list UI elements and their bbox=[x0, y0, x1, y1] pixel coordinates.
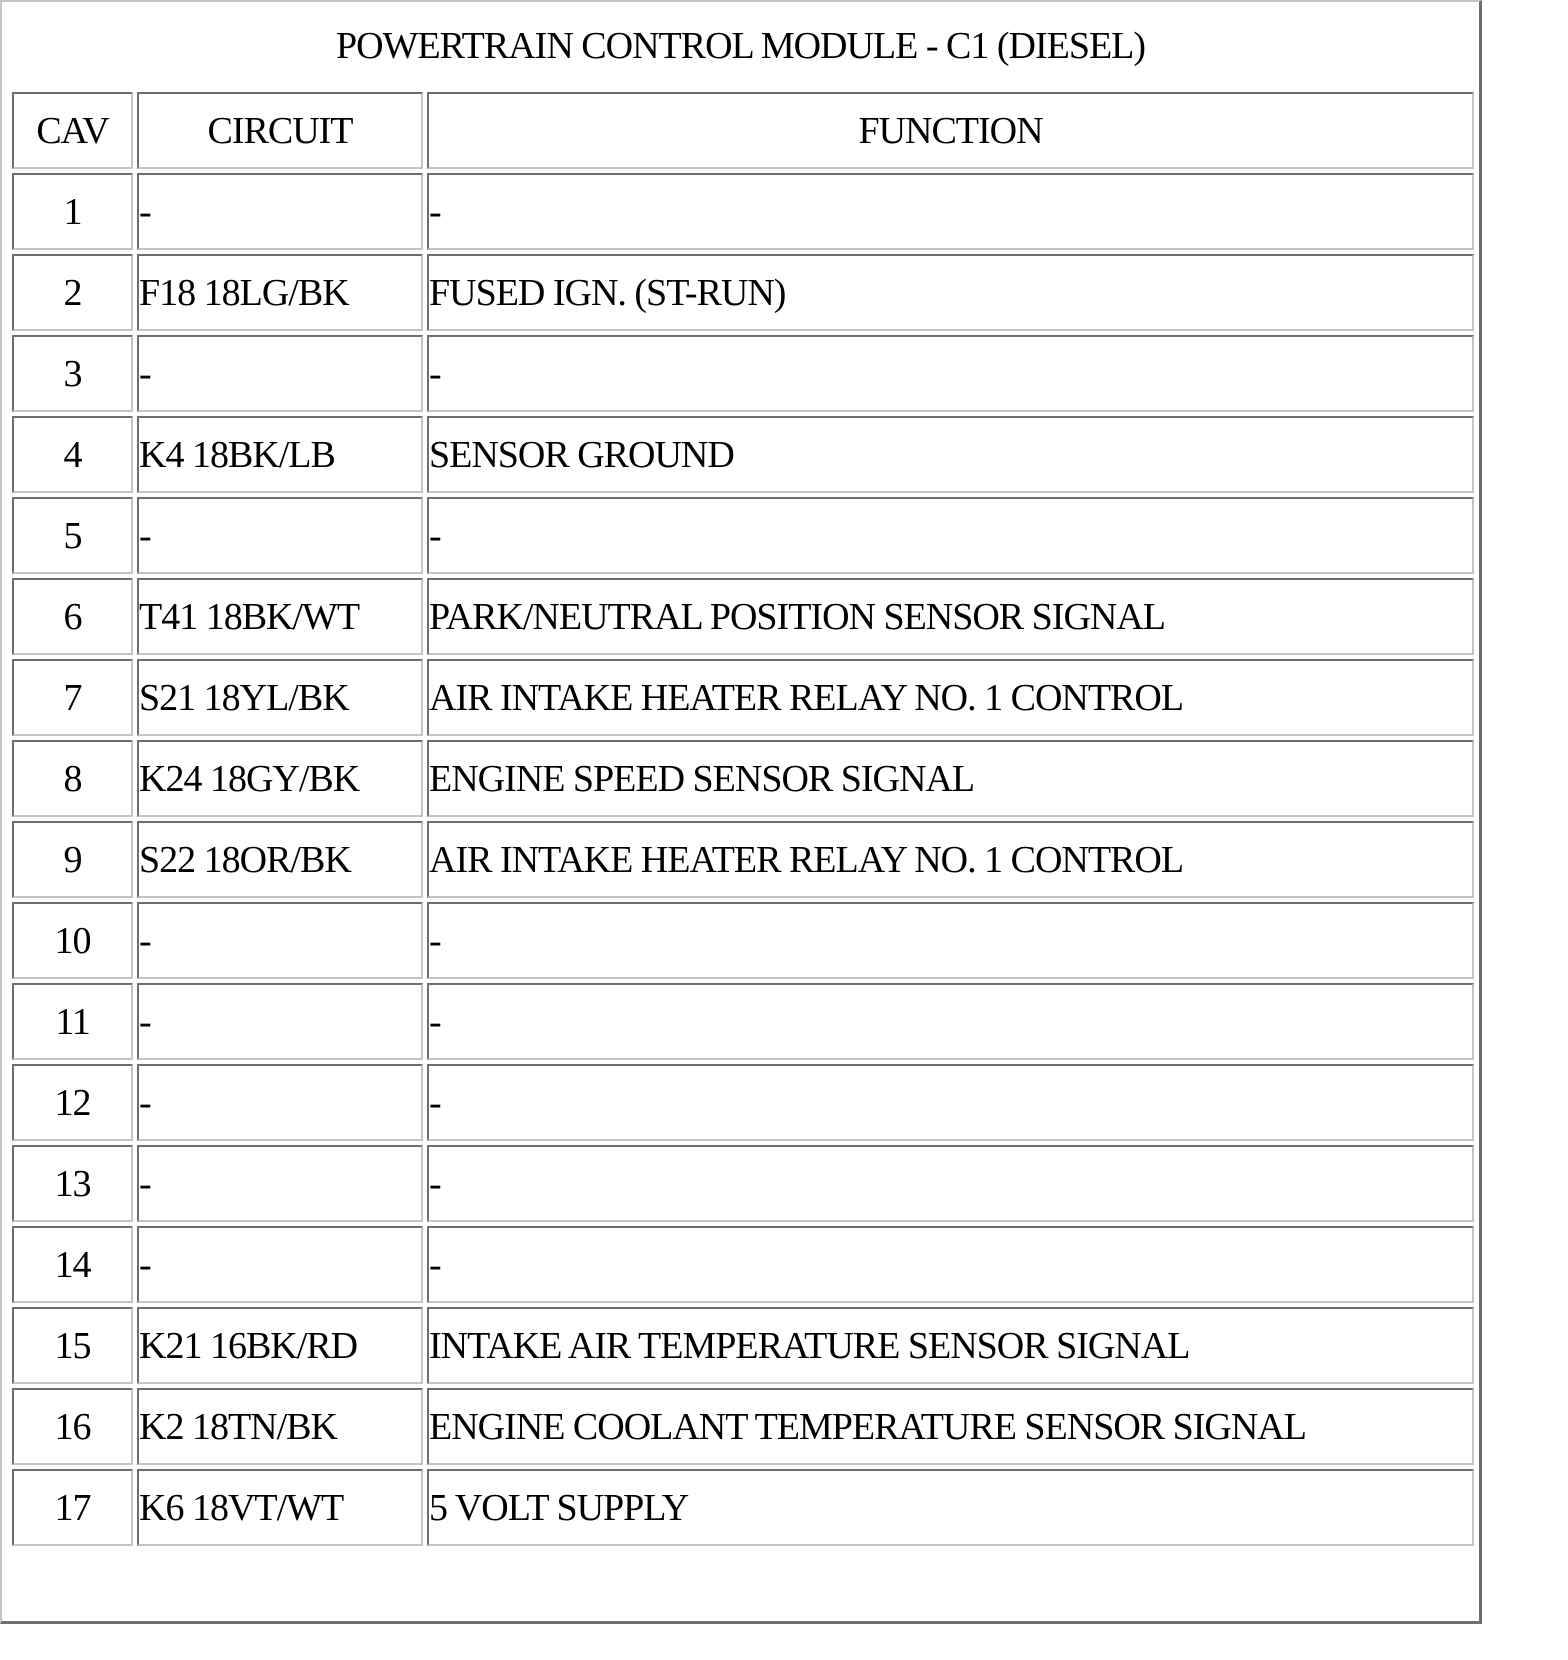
cav-cell: 3 bbox=[12, 335, 133, 412]
circuit-cell: - bbox=[137, 1226, 423, 1303]
table-row bbox=[12, 983, 1474, 1060]
function-cell: INTAKE AIR TEMPERATURE SENSOR SIGNAL bbox=[427, 1307, 1474, 1384]
circuit-cell: - bbox=[137, 983, 423, 1060]
table-row bbox=[12, 497, 1474, 574]
table-row bbox=[12, 740, 1474, 817]
column-header-circuit: CIRCUIT bbox=[137, 92, 423, 169]
cav-cell: 6 bbox=[12, 578, 133, 655]
circuit-cell: - bbox=[137, 1064, 423, 1141]
cav-cell: 12 bbox=[12, 1064, 133, 1141]
cav-cell: 10 bbox=[12, 902, 133, 979]
cav-cell: 11 bbox=[12, 983, 133, 1060]
circuit-cell: K2 18TN/BK bbox=[137, 1388, 423, 1465]
cav-cell: 17 bbox=[12, 1469, 133, 1546]
function-cell: - bbox=[427, 902, 1474, 979]
column-header-cav: CAV bbox=[12, 92, 133, 169]
function-cell: - bbox=[427, 335, 1474, 412]
table-row bbox=[12, 1145, 1474, 1222]
cav-cell: 8 bbox=[12, 740, 133, 817]
cav-cell: 7 bbox=[12, 659, 133, 736]
table-row bbox=[12, 578, 1474, 655]
table-row bbox=[12, 335, 1474, 412]
cav-cell: 1 bbox=[12, 173, 133, 250]
table-body bbox=[12, 173, 1474, 1546]
table-row bbox=[12, 902, 1474, 979]
circuit-cell: K21 16BK/RD bbox=[137, 1307, 423, 1384]
table-row bbox=[12, 659, 1474, 736]
circuit-cell: T41 18BK/WT bbox=[137, 578, 423, 655]
function-cell: ENGINE SPEED SENSOR SIGNAL bbox=[427, 740, 1474, 817]
table-row bbox=[12, 173, 1474, 250]
function-cell: 5 VOLT SUPPLY bbox=[427, 1469, 1474, 1546]
circuit-cell: - bbox=[137, 173, 423, 250]
cav-cell: 4 bbox=[12, 416, 133, 493]
table-row bbox=[12, 1064, 1474, 1141]
cav-cell: 9 bbox=[12, 821, 133, 898]
circuit-cell: - bbox=[137, 335, 423, 412]
function-cell: - bbox=[427, 497, 1474, 574]
circuit-cell: - bbox=[137, 1145, 423, 1222]
cav-cell: 16 bbox=[12, 1388, 133, 1465]
table-row bbox=[12, 254, 1474, 331]
cav-cell: 2 bbox=[12, 254, 133, 331]
circuit-cell: - bbox=[137, 497, 423, 574]
function-cell: SENSOR GROUND bbox=[427, 416, 1474, 493]
function-cell: - bbox=[427, 1226, 1474, 1303]
table-row bbox=[12, 1226, 1474, 1303]
table-row bbox=[12, 1307, 1474, 1384]
circuit-cell: K4 18BK/LB bbox=[137, 416, 423, 493]
function-cell: - bbox=[427, 1145, 1474, 1222]
function-cell: AIR INTAKE HEATER RELAY NO. 1 CONTROL bbox=[427, 659, 1474, 736]
header-row bbox=[12, 92, 1474, 169]
function-cell: AIR INTAKE HEATER RELAY NO. 1 CONTROL bbox=[427, 821, 1474, 898]
function-cell: - bbox=[427, 983, 1474, 1060]
function-cell: ENGINE COOLANT TEMPERATURE SENSOR SIGNAL bbox=[427, 1388, 1474, 1465]
table-row bbox=[12, 416, 1474, 493]
circuit-cell: F18 18LG/BK bbox=[137, 254, 423, 331]
function-cell: PARK/NEUTRAL POSITION SENSOR SIGNAL bbox=[427, 578, 1474, 655]
cav-cell: 15 bbox=[12, 1307, 133, 1384]
circuit-cell: K24 18GY/BK bbox=[137, 740, 423, 817]
column-header-function: FUNCTION bbox=[427, 92, 1474, 169]
cav-cell: 14 bbox=[12, 1226, 133, 1303]
table-title: POWERTRAIN CONTROL MODULE - C1 (DIESEL) bbox=[335, 25, 1146, 67]
table-row bbox=[12, 1388, 1474, 1465]
circuit-cell: - bbox=[137, 902, 423, 979]
cav-cell: 5 bbox=[12, 497, 133, 574]
circuit-cell: S21 18YL/BK bbox=[137, 659, 423, 736]
table-row bbox=[12, 1469, 1474, 1546]
circuit-cell: K6 18VT/WT bbox=[137, 1469, 423, 1546]
function-cell: - bbox=[427, 1064, 1474, 1141]
function-cell: FUSED IGN. (ST-RUN) bbox=[427, 254, 1474, 331]
pinout-table bbox=[8, 88, 1478, 1550]
cav-cell: 13 bbox=[12, 1145, 133, 1222]
function-cell: - bbox=[427, 173, 1474, 250]
circuit-cell: S22 18OR/BK bbox=[137, 821, 423, 898]
table-row bbox=[12, 821, 1474, 898]
